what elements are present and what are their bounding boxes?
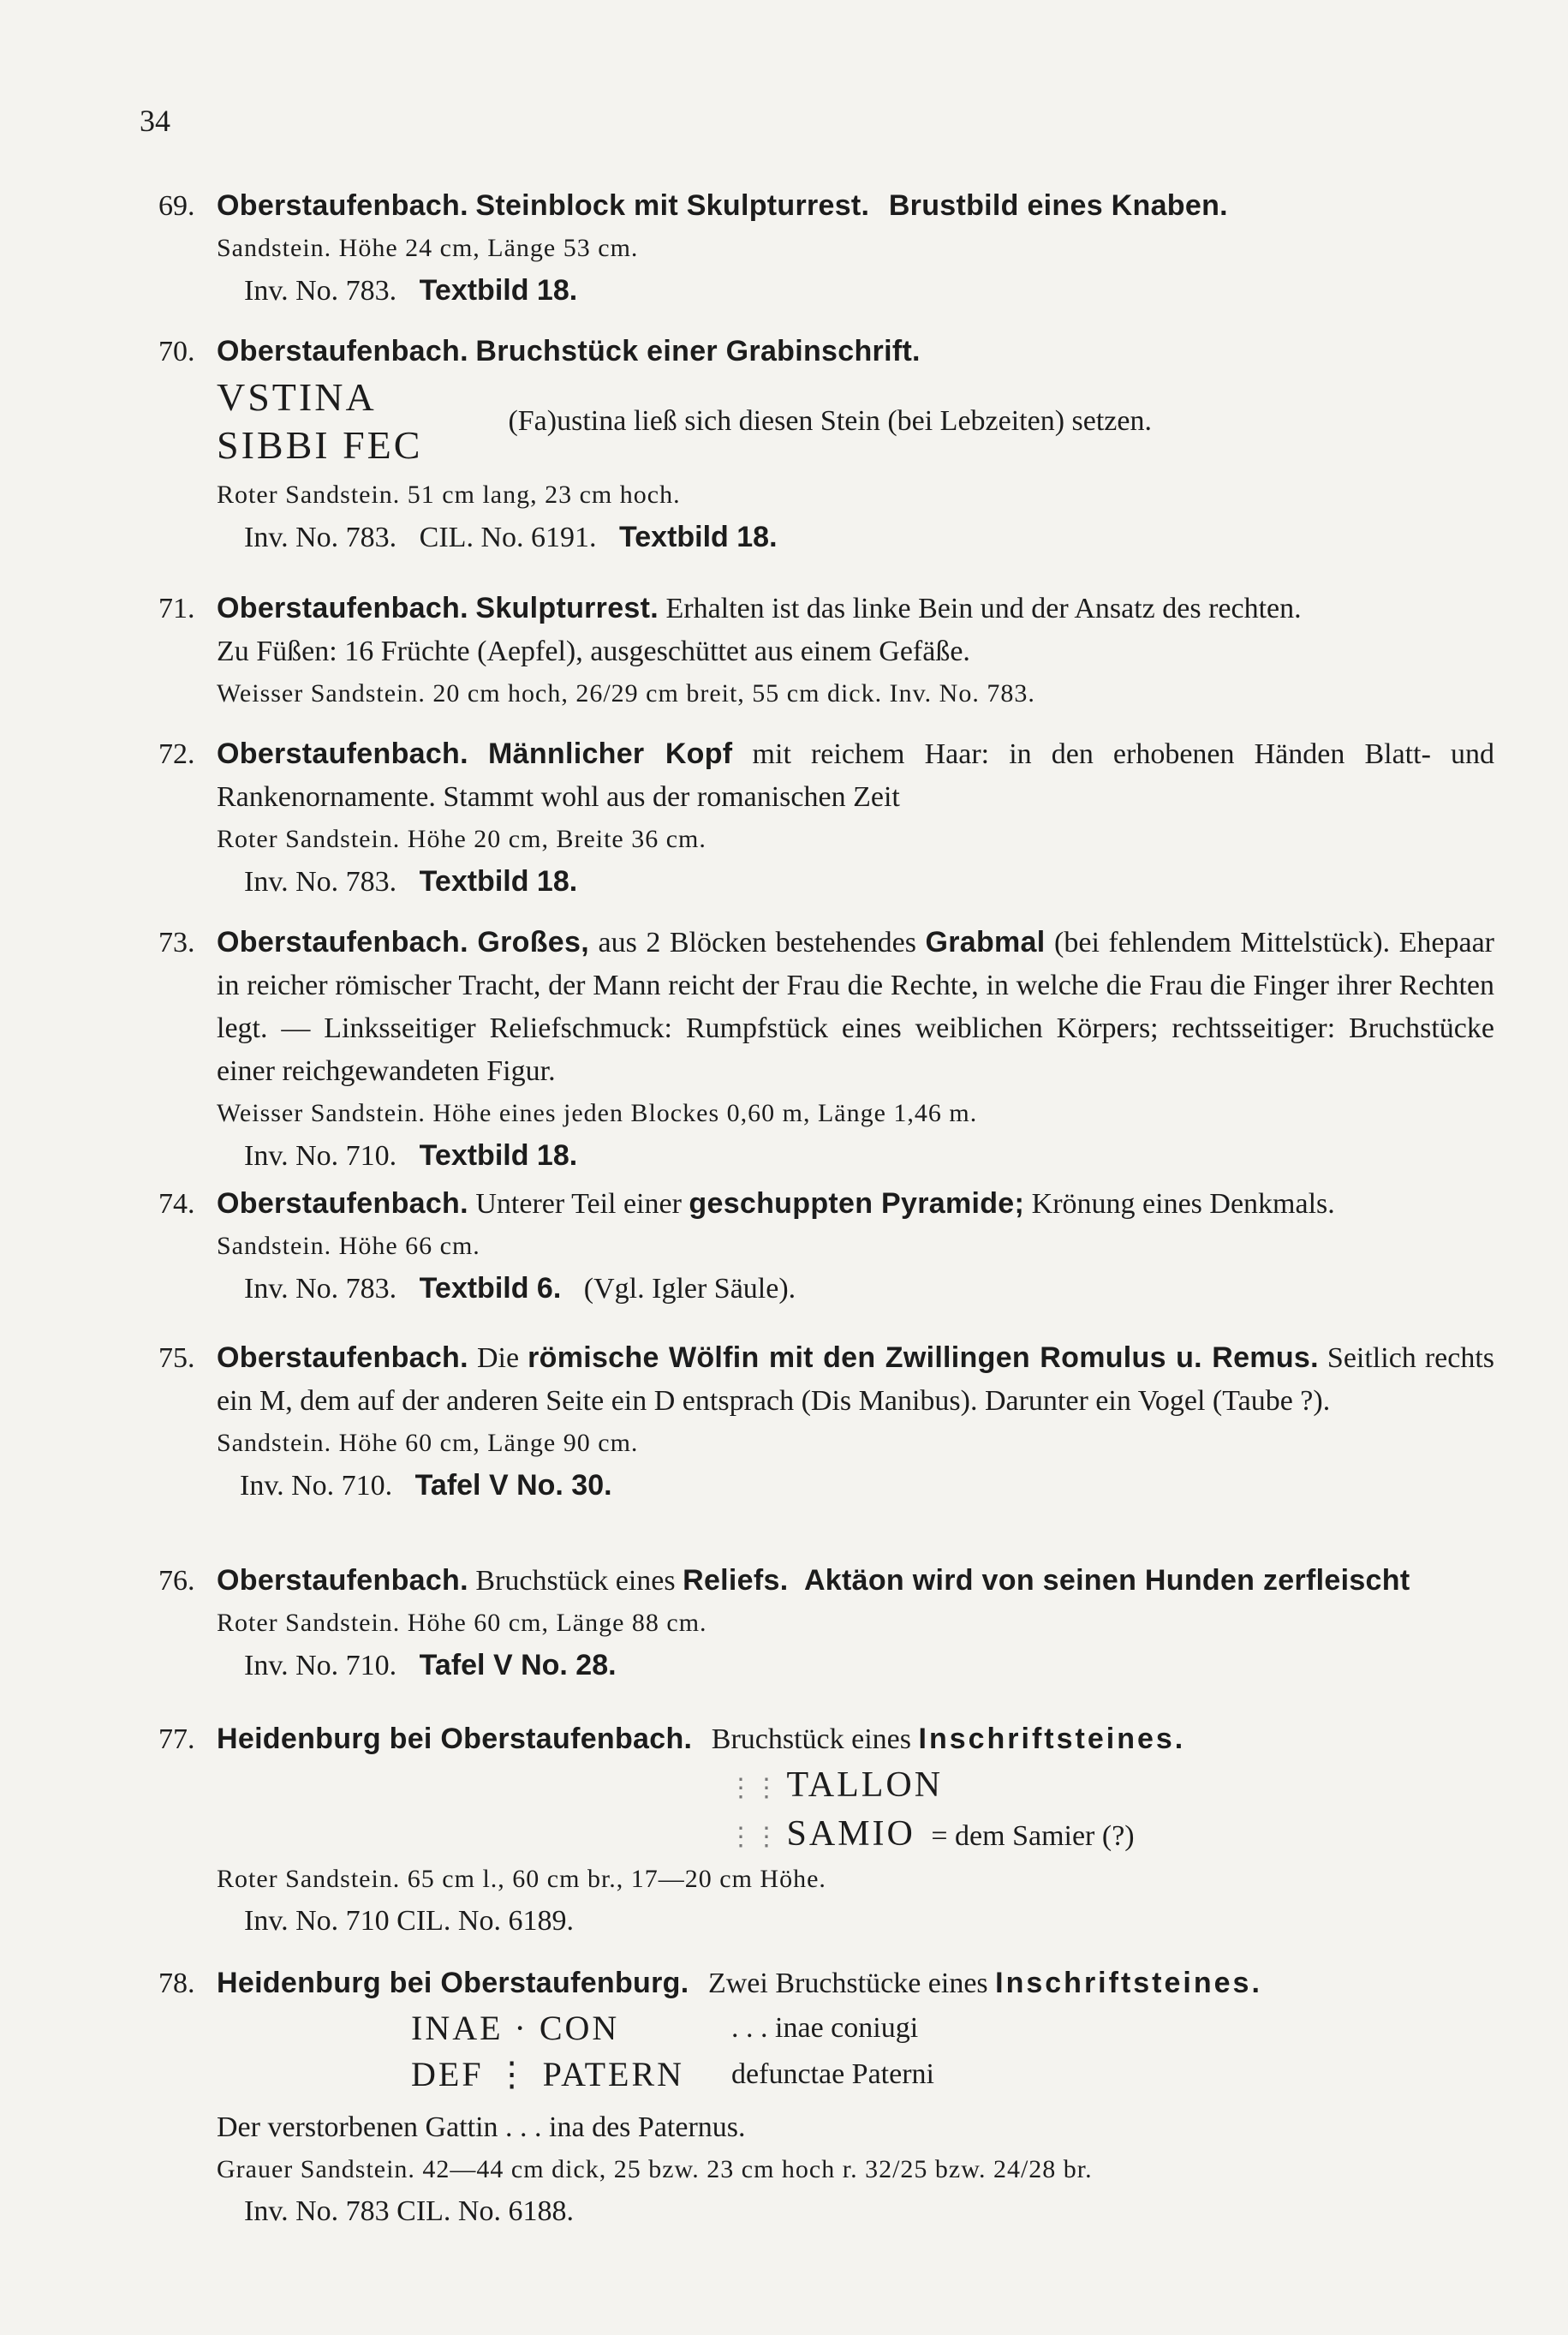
entry-description: Unterer Teil einer [475, 1188, 682, 1220]
entry-subject: Aktäon wird von seinen Hunden zerfleischt [803, 1564, 1410, 1597]
entry-73 [158, 921, 1494, 1178]
entry-heading: Oberstaufenbach. [217, 335, 468, 367]
comparison-note: (Vgl. Igler Säule). [583, 1273, 796, 1305]
entry-number: 78. [158, 1968, 195, 1999]
entry-description: Erhalten ist das linke Bein und der Ansatz des rechten. [665, 593, 1302, 624]
cil-number: CIL. No. 6191. [419, 522, 597, 553]
entry-number: 72. [158, 738, 195, 770]
figure-reference: Textbild 18. [419, 1139, 578, 1172]
figure-reference: Textbild 18. [419, 274, 578, 307]
page-number: 34 [140, 104, 170, 138]
entry-72 [158, 732, 1494, 904]
entry-heading: Oberstaufenbach. [217, 1564, 468, 1597]
inscription-line-1: VSTINA [217, 375, 377, 419]
inscription-translation-2: defunctae Paterni [731, 2058, 934, 2090]
entry-description: aus 2 Blöcken bestehendes [598, 927, 916, 958]
inventory-number: Inv. No. 783. [244, 1273, 397, 1305]
entry-material: Roter Sandstein. 65 cm l., 60 cm br., 17—20 cm Höhe. [217, 1865, 826, 1893]
entry-heading: Oberstaufenbach. [217, 738, 468, 770]
entry-description: Die [476, 1342, 520, 1374]
inventory-number: Inv. No. 783 CIL. No. 6188. [244, 2195, 574, 2227]
entry-subtitle: Brustbild eines Knaben. [888, 189, 1228, 222]
fracture-mark: ⋮⋮ [728, 1774, 779, 1802]
entry-title: Reliefs. [683, 1564, 789, 1597]
german-translation: Der verstorbenen Gattin . . . ina des Paternus. [217, 2111, 746, 2143]
entry-title: Steinblock mit Skulpturrest. [475, 189, 870, 222]
entry-number: 74. [158, 1188, 195, 1220]
inscription-translation-1: . . . inae coniugi [731, 2012, 919, 2044]
entry-title: Männlicher Kopf [487, 738, 733, 770]
entry-70 [158, 330, 1494, 559]
entry-74 [158, 1182, 1494, 1311]
inscription-line-2: DEF ⋮ PATERN [411, 2055, 685, 2093]
inventory-number: Inv. No. 783. [244, 522, 397, 553]
entry-description: Bruchstück eines [475, 1565, 676, 1597]
entry-heading: Heidenburg bei Oberstaufenbach. [217, 1723, 693, 1755]
entry-description: Bruchstück eines [711, 1723, 911, 1755]
entry-78 [158, 1962, 1494, 2233]
entry-77 [158, 1717, 1494, 1943]
entry-number: 75. [158, 1342, 195, 1374]
entry-number: 70. [158, 336, 195, 367]
entry-title: Großes, [477, 926, 589, 958]
entry-69 [158, 184, 1494, 313]
inventory-number: Inv. No. 783. [244, 866, 397, 898]
entry-material: Grauer Sandstein. 42—44 cm dick, 25 bzw. 23 cm hoch r. 32/25 bzw. 24/28 br. [217, 2155, 1093, 2183]
entry-material: Roter Sandstein. Höhe 60 cm, Länge 88 cm. [217, 1609, 707, 1637]
entry-number: 71. [158, 593, 195, 624]
entry-description: Zwei Bruchstücke eines [707, 1968, 988, 1999]
entry-description-continued: Zu Füßen: 16 Früchte (Aepfel), ausgeschüttet aus einem Gefäße. [217, 636, 970, 667]
entry-title: Bruchstück einer Grabinschrift. [475, 335, 921, 367]
entry-material: Roter Sandstein. 51 cm lang, 23 cm hoch. [217, 481, 681, 509]
entry-number: 69. [158, 190, 195, 222]
entry-subject: geschuppten Pyramide; [689, 1187, 1025, 1220]
inscription-line-2: SIBBI FEC [217, 423, 423, 467]
entry-subject: römische Wölfin mit den Zwillingen Romulus u. Remus. [528, 1341, 1319, 1374]
figure-reference: Textbild 6. [419, 1272, 562, 1305]
entry-material: Sandstein. Höhe 60 cm, Länge 90 cm. [217, 1429, 639, 1457]
inventory-number: Inv. No. 710 CIL. No. 6189. [244, 1905, 574, 1937]
entry-material: Weisser Sandstein. 20 cm hoch, 26/29 cm breit, 55 cm dick. Inv. No. 783. [217, 679, 1035, 708]
inventory-number: Inv. No. 710. [244, 1650, 397, 1681]
entry-71 [158, 587, 1494, 714]
entry-heading: Oberstaufenbach. [217, 1187, 468, 1220]
entry-number: 73. [158, 927, 195, 958]
entry-heading: Oberstaufenbach. [217, 592, 468, 624]
fracture-mark: ⋮⋮ [728, 1823, 779, 1851]
inventory-number: Inv. No. 710. [244, 1140, 397, 1172]
entry-description-continued: Krönung eines Denkmals. [1031, 1188, 1335, 1220]
figure-reference: Textbild 18. [619, 521, 778, 553]
entry-material: Weisser Sandstein. Höhe eines jeden Blockes 0,60 m, Länge 1,46 m. [217, 1099, 978, 1127]
inscription-translation: (Fa)ustina ließ sich diesen Stein (bei Lebzeiten) setzen. [508, 405, 1152, 437]
inscription-translation: = dem Samier (?) [931, 1820, 1135, 1852]
entry-title: Inschriftsteines. [995, 1967, 1262, 1999]
entry-76 [158, 1559, 1494, 1687]
entry-description-continued: Seitlich rechts ein M, dem auf der anderen Seite ein D entsprach (Dis Manibus). Darunter ein Vogel (Taube ?). [217, 1342, 1495, 1417]
inventory-number: Inv. No. 710. [240, 1470, 393, 1502]
entry-heading: Oberstaufenbach. [217, 926, 468, 958]
inventory-number: Inv. No. 783. [244, 275, 397, 307]
inscription-line-1: TALLON [786, 1765, 944, 1805]
entry-heading: Heidenburg bei Oberstaufenburg. [217, 1967, 689, 1999]
entry-material: Sandstein. Höhe 24 cm, Länge 53 cm. [217, 234, 639, 262]
entry-title: Inschriftsteines. [918, 1723, 1186, 1755]
entry-description: mit reichem Haar: in den erhobenen Händen Blatt- und Rankenornamente. Stammt wohl aus der romanischen Zeit [217, 738, 1495, 813]
entry-material: Sandstein. Höhe 66 cm. [217, 1232, 480, 1260]
entry-description-continued: (bei fehlendem Mittelstück). Ehepaar in reicher römischer Tracht, der Mann reicht der Frau die Rechte, in welche die Frau die Finger ihrer Rechten legt. — Linksseitiger Reliefschmuck: Rumpfstück eines weiblichen Körpers; rechtsseitiger: Bruchstücke einer reichgewandeten Figur. [217, 927, 1494, 1087]
entry-material: Roter Sandstein. Höhe 20 cm, Breite 36 cm. [217, 825, 706, 853]
entry-heading: Oberstaufenbach. [217, 189, 468, 222]
plate-reference: Tafel V No. 28. [419, 1649, 617, 1681]
entry-number: 76. [158, 1565, 195, 1597]
entry-subject: Grabmal [925, 926, 1046, 958]
plate-reference: Tafel V No. 30. [414, 1469, 612, 1502]
inscription-line-2: SAMIO [786, 1814, 915, 1854]
entry-title: Skulpturrest. [475, 592, 659, 624]
entry-number: 77. [158, 1723, 195, 1755]
entry-heading: Oberstaufenbach. [217, 1341, 468, 1374]
entry-75 [158, 1336, 1494, 1508]
figure-reference: Textbild 18. [419, 865, 578, 898]
inscription-line-1: INAE · CON [411, 2009, 620, 2047]
